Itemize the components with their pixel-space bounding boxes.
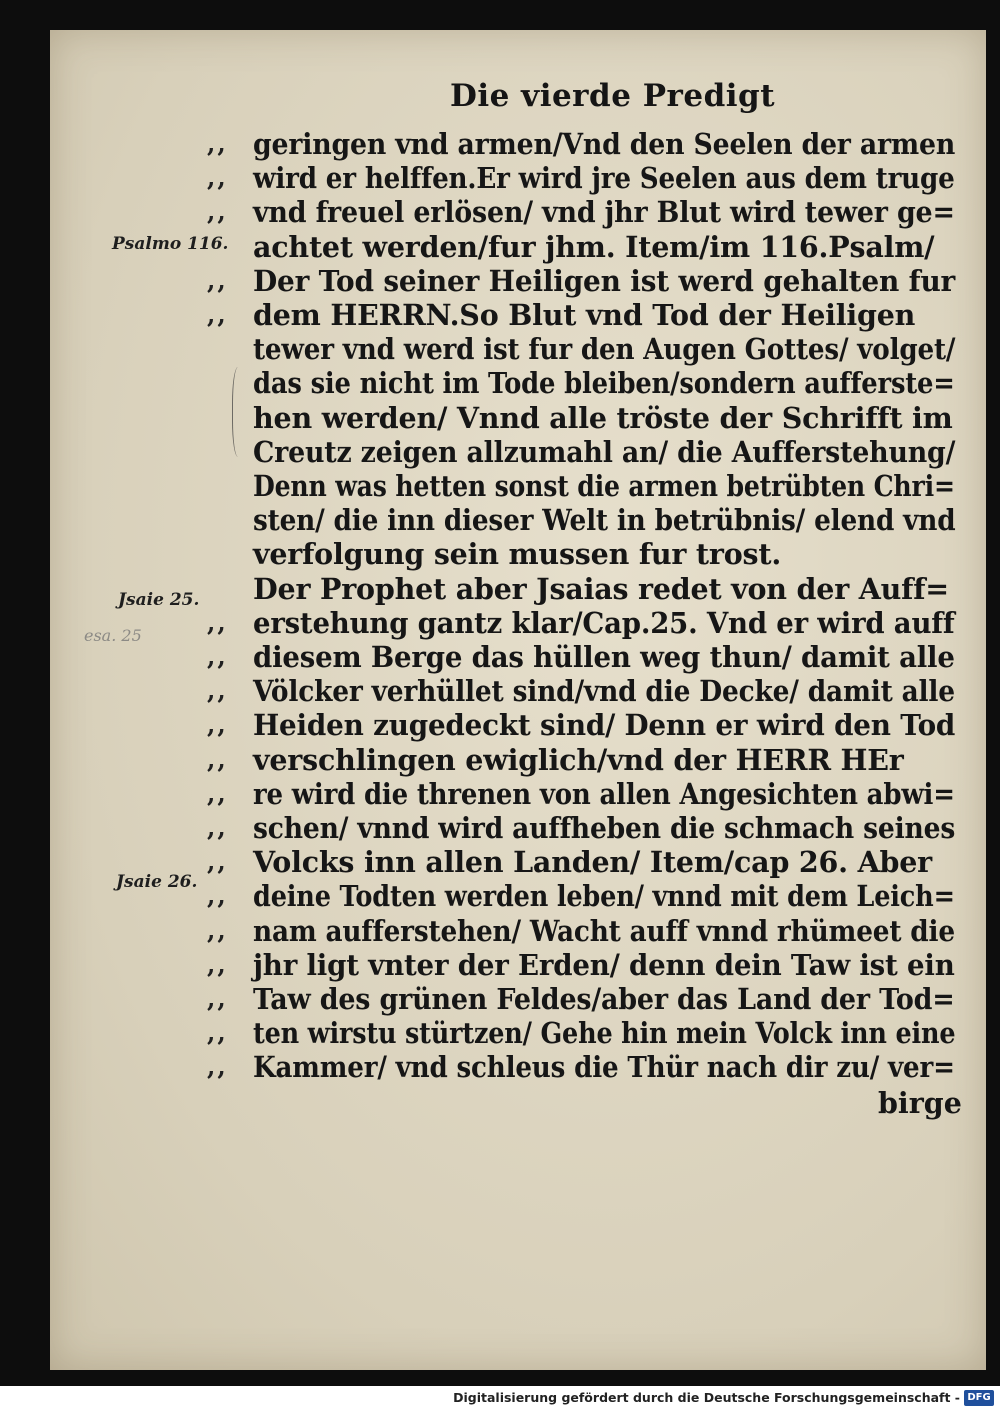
text-line: Volcks inn allen Landen/ Item/cap 26. Aber bbox=[253, 845, 932, 880]
quote-mark: ,, bbox=[207, 163, 228, 193]
text-line: nam aufferstehen/ Wacht auff vnnd rhümeet die bbox=[253, 913, 955, 948]
quote-mark: ,, bbox=[207, 984, 228, 1013]
quote-mark bbox=[207, 435, 247, 469]
quote-mark: ,, bbox=[207, 300, 228, 329]
quote-mark: ,, bbox=[207, 1018, 228, 1048]
quote-mark: ,, bbox=[207, 915, 228, 945]
text-line: sten/ die inn dieser Welt in betrübnis/ elend vnd bbox=[253, 503, 956, 538]
text-line: Der Tod seiner Heiligen ist werd gehalten fur bbox=[253, 263, 956, 298]
quote-mark: ,, bbox=[207, 813, 228, 842]
text-line: hen werden/ Vnnd alle tröste der Schrifft im bbox=[253, 400, 953, 435]
text-line: wird er helffen.Er wird jre Seelen aus dem truge bbox=[253, 161, 955, 196]
quote-mark: ,, bbox=[207, 129, 228, 158]
text-line: Völcker verhüllet sind/vnd die Decke/ damit alle bbox=[253, 674, 955, 709]
text-line: Kammer/ vnd schleus die Thür nach dir zu/ ver= bbox=[253, 1050, 955, 1085]
quote-mark bbox=[207, 332, 247, 366]
quote-mark: ,, bbox=[207, 778, 228, 808]
quote-mark bbox=[207, 366, 247, 400]
quote-mark: ,, bbox=[207, 1052, 228, 1082]
dfg-logo: DFG bbox=[964, 1390, 994, 1406]
text-line: das sie nicht im Tode bleiben/sondern aufferste= bbox=[253, 366, 955, 401]
margin-note-isaiah-25: Jsaie 25. bbox=[118, 590, 200, 610]
pencil-annotation: esa. 25 bbox=[84, 626, 142, 645]
quote-mark: ,, bbox=[207, 881, 228, 911]
text-line: verfolgung sein mussen fur trost. bbox=[253, 537, 782, 572]
margin-note-psalm: Psalmo 116. bbox=[112, 234, 229, 254]
text-line: achtet werden/fur jhm. Item/im 116.Psalm/ bbox=[253, 229, 935, 264]
text-line: re wird die threnen von allen Angesichten abwi= bbox=[253, 776, 955, 811]
text-line: dem HERRN.So Blut vnd Tod der Heiligen bbox=[253, 298, 916, 332]
text-line: Der Prophet aber Jsaias redet von der Auff= bbox=[253, 571, 949, 606]
text-line: vnd freuel erlösen/ vnd jhr Blut wird tewer ge= bbox=[253, 195, 955, 230]
text-line: geringen vnd armen/Vnd den Seelen der armen bbox=[253, 127, 956, 161]
text-line: erstehung gantz klar/Cap.25. Vnd er wird auff bbox=[253, 605, 955, 640]
text-line: Creutz zeigen allzumahl an/ die Aufferstehung/ bbox=[253, 434, 956, 469]
quote-mark bbox=[207, 401, 247, 435]
footer-credit: Digitalisierung gefördert durch die Deutsche Forschungsgemeinschaft - bbox=[453, 1390, 960, 1405]
text-line: ten wirstu stürtzen/ Gehe hin mein Volck inn eine bbox=[253, 1016, 956, 1051]
quote-mark bbox=[207, 572, 247, 606]
text-line: deine Todten werden leben/ vnnd mit dem Leich= bbox=[253, 879, 955, 914]
catchword: birge bbox=[878, 1086, 962, 1120]
quote-mark bbox=[207, 503, 247, 537]
quote-mark: ,, bbox=[207, 642, 228, 671]
quote-mark bbox=[207, 537, 247, 571]
text-line: Heiden zugedeckt sind/ Denn er wird den Tod bbox=[253, 708, 956, 743]
quote-mark: ,, bbox=[207, 197, 228, 227]
text-line: jhr ligt vnter der Erden/ denn dein Taw ist ein bbox=[253, 947, 955, 982]
quote-mark bbox=[207, 230, 247, 264]
text-line: diesem Berge das hüllen weg thun/ damit alle bbox=[253, 640, 955, 674]
quote-mark: ,, bbox=[207, 607, 228, 637]
quote-mark: ,, bbox=[207, 676, 228, 706]
quote-mark: ,, bbox=[207, 847, 228, 877]
margin-note-isaiah-26: Jsaie 26. bbox=[116, 872, 198, 892]
running-header: Die vierde Predigt bbox=[450, 78, 776, 114]
quote-mark bbox=[207, 469, 247, 503]
text-line: tewer vnd werd ist fur den Augen Gottes/ volget/ bbox=[253, 332, 956, 367]
text-line: Taw des grünen Feldes/aber das Land der Tod= bbox=[253, 982, 955, 1016]
quote-mark: ,, bbox=[207, 710, 228, 740]
quote-mark: ,, bbox=[207, 265, 228, 295]
text-line: Denn was hetten sonst die armen betrübten Chri= bbox=[253, 469, 955, 503]
text-line: verschlingen ewiglich/vnd der HERR HEr bbox=[253, 742, 904, 777]
quote-mark: ,, bbox=[207, 744, 228, 774]
quote-mark: ,, bbox=[207, 949, 228, 979]
digitization-footer bbox=[0, 1386, 1000, 1411]
text-line: schen/ vnnd wird auffheben die schmach seines bbox=[253, 811, 956, 845]
